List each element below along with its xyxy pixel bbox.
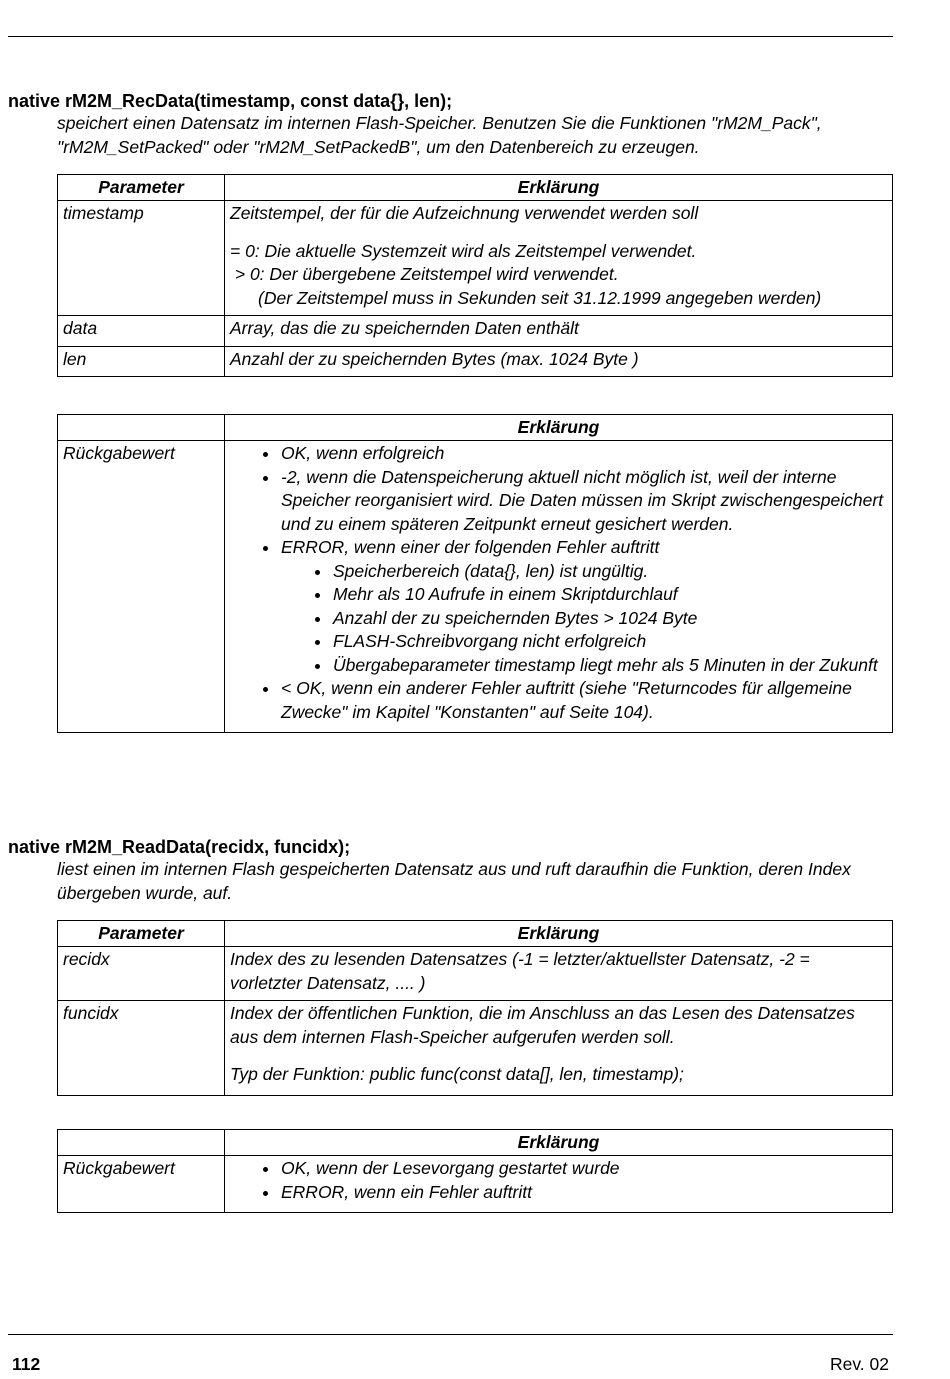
param-header: Parameter xyxy=(58,175,225,201)
table-row xyxy=(58,947,893,1001)
table-row xyxy=(58,1001,893,1096)
explanation-header: Erklärung xyxy=(225,415,893,441)
param-line: Anzahl der zu speichernden Bytes (max. 1024 Byte ) xyxy=(230,348,639,369)
footer-rule xyxy=(8,1334,893,1335)
return-list xyxy=(230,442,886,724)
param-explanation xyxy=(225,316,893,347)
list-item: OK, wenn der Lesevorgang gestartet wurde xyxy=(281,1157,886,1181)
param-explanation xyxy=(225,1001,893,1096)
param-line: Index des zu lesenden Datensatzes (-1 = letzter/aktuellster Datensatz, -2 = vorletzter Datensatz, .... ) xyxy=(230,949,810,993)
table-row xyxy=(58,346,893,377)
explanation-header: Erklärung xyxy=(225,921,893,947)
list-item-text: ERROR, wenn einer der folgenden Fehler auftritt xyxy=(281,537,660,557)
error-sublist xyxy=(281,560,886,678)
param-name: timestamp xyxy=(58,201,225,316)
return-values xyxy=(225,1156,893,1213)
param-explanation xyxy=(225,201,893,316)
sub-list-item: FLASH-Schreibvorgang nicht erfolgreich xyxy=(333,630,886,654)
param-line: = 0: Die aktuelle Systemzeit wird als Zeitstempel verwendet. xyxy=(230,240,697,261)
function-description-recdata: speichert einen Datensatz im internen Flash-Speicher. Benutzen Sie die Funktionen "rM2M_Pack", "rM2M_SetPacked" oder "rM2M_SetPackedB", um den Datenbereich zu erzeugen. xyxy=(57,113,822,157)
table-row xyxy=(58,316,893,347)
table-row xyxy=(58,441,893,733)
function-description-readdata: liest einen im internen Flash gespeicherten Datensatz aus und ruft daraufhin die Funktion, deren Index übergeben wurde, auf. xyxy=(57,859,851,903)
param-name: data xyxy=(58,316,225,347)
function-signature-readdata: native rM2M_ReadData(recidx, funcidx); xyxy=(8,837,351,857)
return-table-recdata xyxy=(57,414,893,733)
table-row xyxy=(58,201,893,316)
param-line: Index der öffentlichen Funktion, die im Anschluss an das Lesen des Datensatzes aus dem internen Flash-Speicher aufgerufen werden soll. xyxy=(230,1003,855,1047)
list-item xyxy=(281,536,886,677)
sub-list-item: Speicherbereich (data{}, len) ist ungültig. xyxy=(333,560,886,584)
sub-list-item: Übergabeparameter timestamp liegt mehr als 5 Minuten in der Zukunft xyxy=(333,654,886,678)
param-line: Typ der Funktion: public func(const data[], len, timestamp); xyxy=(230,1064,684,1084)
param-line: > 0: Der übergebene Zeitstempel wird verwendet. xyxy=(230,264,619,284)
explanation-header: Erklärung xyxy=(225,175,893,201)
param-line: Zeitstempel, der für die Aufzeichnung verwendet werden soll xyxy=(230,203,699,223)
return-table-readdata xyxy=(57,1129,893,1213)
return-label: Rückgabewert xyxy=(58,441,225,733)
table-row xyxy=(58,1156,893,1213)
return-values xyxy=(225,441,893,733)
list-item: ERROR, wenn ein Fehler auftritt xyxy=(281,1181,886,1205)
list-item: OK, wenn erfolgreich xyxy=(281,442,886,466)
param-table-readdata xyxy=(57,920,893,1096)
return-header-blank xyxy=(58,415,225,441)
return-list xyxy=(230,1157,886,1204)
param-explanation xyxy=(225,947,893,1001)
return-label: Rückgabewert xyxy=(58,1156,225,1213)
param-table-recdata xyxy=(57,174,893,377)
sub-list-item: Mehr als 10 Aufrufe in einem Skriptdurchlauf xyxy=(333,583,886,607)
param-name: funcidx xyxy=(58,1001,225,1096)
function-signature-recdata: native rM2M_RecData(timestamp, const data{}, len); xyxy=(8,91,453,111)
list-item: -2, wenn die Datenspeicherung aktuell nicht möglich ist, weil der interne Speicher reorganisiert wird. Die Daten müssen im Skript zwischengespeichert und zu einem späteren Zeitpunkt erneut gesichert werden. xyxy=(281,466,886,537)
explanation-header: Erklärung xyxy=(225,1130,893,1156)
revision-label: Rev. 02 xyxy=(829,1354,889,1374)
param-name: recidx xyxy=(58,947,225,1001)
param-header: Parameter xyxy=(58,921,225,947)
header-rule xyxy=(8,36,893,37)
param-line: (Der Zeitstempel muss in Sekunden seit 31.12.1999 angegeben werden) xyxy=(258,287,822,308)
list-item: < OK, wenn ein anderer Fehler auftritt (siehe "Returncodes für allgemeine Zwecke" im Kapitel "Konstanten" auf Seite 104). xyxy=(281,677,886,724)
sub-list-item: Anzahl der zu speichernden Bytes > 1024 Byte xyxy=(333,607,886,631)
return-header-blank xyxy=(58,1130,225,1156)
param-explanation xyxy=(225,346,893,377)
page-number: 112 xyxy=(12,1354,41,1374)
param-line: Array, das die zu speichernden Daten enthält xyxy=(230,318,579,338)
param-name: len xyxy=(58,346,225,377)
